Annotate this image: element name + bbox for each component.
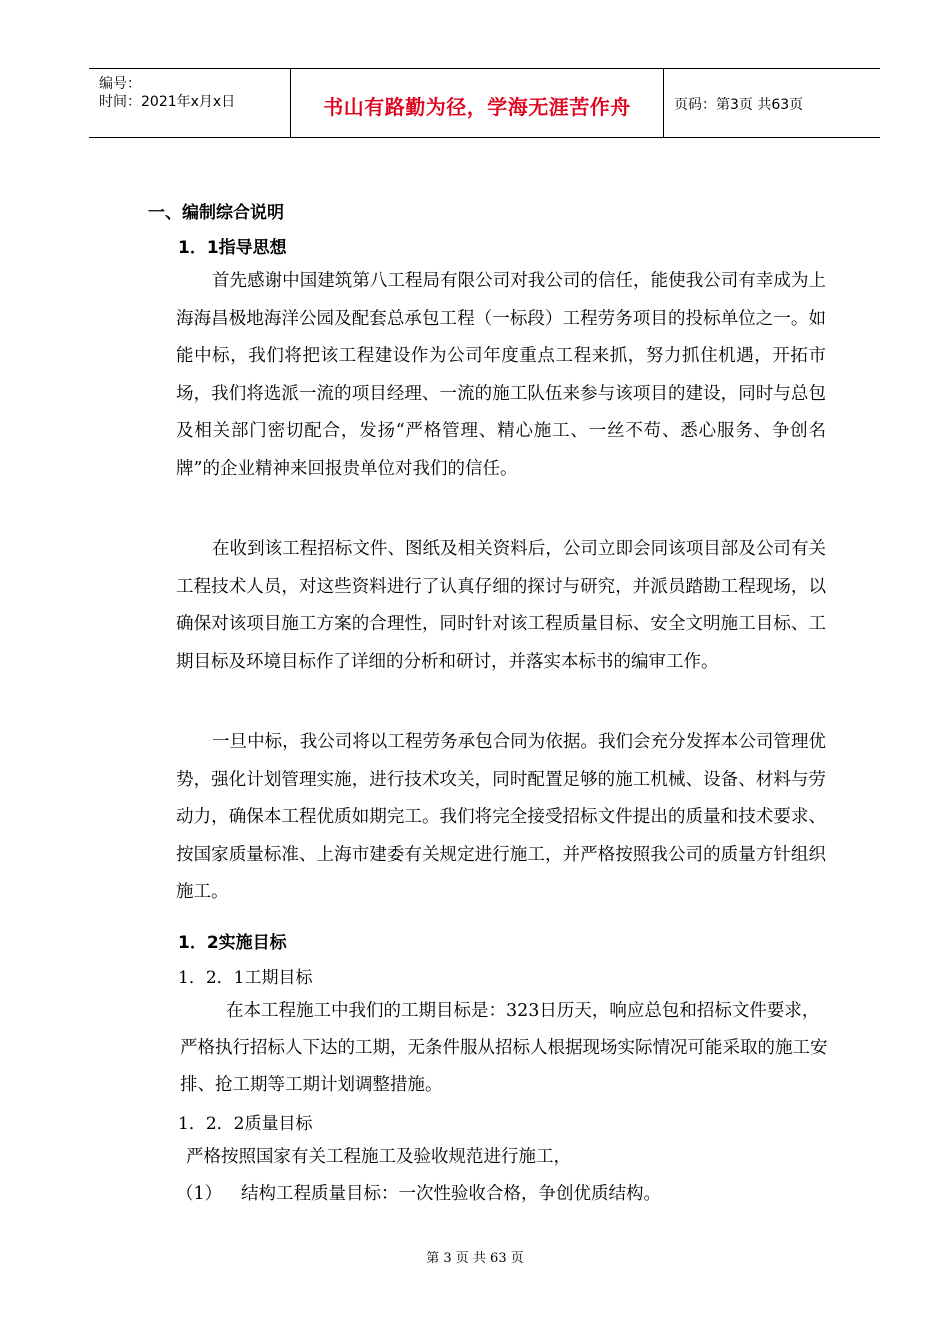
- page-footer: 第 3 页 共 63 页: [426, 1251, 524, 1266]
- paragraph-guiding-2: 在收到该工程招标文件、图纸及相关资料后，公司立即会同该项目部及公司有关工程技术人员，对这些资料进行了认真仔细的探讨与研究，并派员踏勘工程现场，以确保对该项目施工方案的合理性，同时针对该工程质量目标、安全文明施工目标、工期目标及环境目标作了详细的分析和研讨，并落实本标书的编审工作。: [176, 539, 826, 672]
- subsection-title-targets: 1．2实施目标: [178, 933, 287, 953]
- list-item-number: （1）: [176, 1184, 223, 1204]
- subsection-title-guiding-thought: 1．1指导思想: [178, 238, 287, 258]
- header-right-cell: [664, 69, 880, 137]
- header-middle-cell: [291, 69, 664, 137]
- header-page-number: 页码：第3页 共63页: [674, 97, 804, 113]
- paragraph-schedule-target: 在本工程施工中我们的工期目标是：323日历天，响应总包和招标文件要求，严格执行招标人下达的工期，无条件服从招标人根据现场实际情况可能采取的施工安排、抢工期等工期计划调整措施。: [180, 1001, 828, 1095]
- document-time-label: 时间：2021年x月x日: [99, 94, 236, 110]
- header-motto: 书山有路勤为径，学海无涯苦作舟: [323, 95, 631, 119]
- list-item-text: 结构工程质量目标：一次性验收合格，争创优质结构。: [241, 1184, 661, 1204]
- document-number-label: 编号：: [99, 76, 141, 92]
- quality-intro-line: 严格按照国家有关工程施工及验收规范进行施工，: [186, 1147, 571, 1167]
- page-header: [89, 68, 880, 138]
- section-title: 一、编制综合说明: [148, 203, 284, 223]
- paragraph-guiding-1: 首先感谢中国建筑第八工程局有限公司对我公司的信任，能使我公司有幸成为上海海昌极地海洋公园及配套总承包工程（一标段）工程劳务项目的投标单位之一。如能中标，我们将把该工程建设作为公司年度重点工程来抓，努力抓住机遇，开拓市场，我们将选派一流的项目经理、一流的施工队伍来参与该项目的建设，同时与总包及相关部门密切配合，发扬“严格管理、精心施工、一丝不苟、悉心服务、争创名牌”的企业精神来回报贵单位对我们的信任。: [176, 271, 826, 479]
- paragraph-guiding-3: 一旦中标，我公司将以工程劳务承包合同为依据。我们会充分发挥本公司管理优势，强化计划管理实施，进行技术攻关，同时配置足够的施工机械、设备、材料与劳动力，确保本工程优质如期完工。我们将完全接受招标文件提出的质量和技术要求、按国家质量标准、上海市建委有关规定进行施工，并严格按照我公司的质量方针组织施工。: [176, 732, 826, 902]
- subsubsection-title-quality: 1．2．2质量目标: [178, 1114, 313, 1134]
- header-left-cell: [89, 69, 291, 137]
- subsubsection-title-schedule: 1．2．1工期目标: [178, 968, 313, 988]
